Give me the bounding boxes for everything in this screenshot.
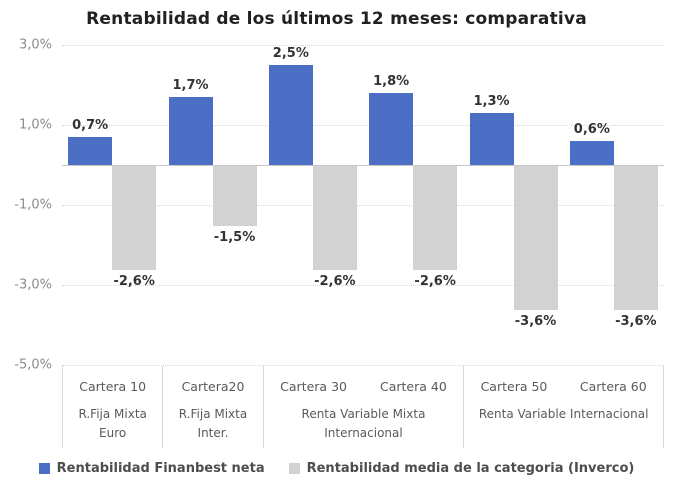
category-group-label: Renta Variable Internacional (478, 407, 649, 421)
category-name-row (163, 379, 262, 394)
bar-finanbest (470, 113, 514, 165)
bar-inverco (413, 166, 457, 270)
legend-label-finanbest: Rentabilidad Finanbest neta (56, 461, 265, 476)
bar-value-label: -2,6% (314, 274, 356, 289)
legend-item-inverco (289, 461, 635, 476)
legend-label-inverco: Rentabilidad media de la categoria (Inverco) (306, 461, 635, 476)
gridline (62, 45, 664, 46)
category-label: Cartera 40 (380, 379, 447, 394)
bar-finanbest (68, 137, 112, 165)
category-label: Cartera 50 (480, 379, 548, 394)
category-label: Cartera 60 (579, 379, 647, 394)
category-cell (263, 366, 464, 448)
category-label: Cartera 10 (79, 379, 147, 394)
y-axis-tick-label: -5,0% (14, 357, 52, 373)
bar-inverco (514, 166, 558, 310)
bar-inverco (614, 166, 658, 310)
bar-value-label: -2,6% (414, 274, 456, 289)
legend-item-finanbest (39, 461, 265, 476)
category-name-row (464, 379, 663, 394)
bar-inverco (112, 166, 156, 270)
bar-inverco (213, 166, 257, 226)
category-group-label: R.Fija Mixta Inter. (178, 407, 248, 440)
y-axis-tick-label: -1,0% (14, 197, 52, 213)
bar-value-label: 1,3% (473, 94, 510, 109)
bar-value-label: -3,6% (615, 314, 657, 329)
bar-finanbest (169, 97, 213, 165)
bar-value-label: 1,8% (373, 74, 410, 89)
bar-value-label: 0,7% (72, 118, 109, 133)
chart-title: Rentabilidad de los últimos 12 meses: comparativa (86, 9, 587, 29)
y-axis-tick-label: 1,0% (18, 117, 52, 133)
bar-value-label: -2,6% (113, 274, 155, 289)
legend-swatch-gray-icon (289, 463, 300, 474)
category-label: Cartera20 (181, 379, 245, 394)
legend-swatch-blue-icon (39, 463, 50, 474)
y-axis-tick-label: 3,0% (18, 37, 52, 53)
category-name-row (63, 379, 162, 394)
category-cell (162, 366, 262, 448)
legend (0, 461, 673, 476)
category-cell (463, 366, 664, 448)
bar-value-label: 2,5% (272, 46, 309, 61)
bar-value-label: 1,7% (172, 78, 209, 93)
bar-finanbest (369, 93, 413, 165)
category-label: Cartera 30 (280, 379, 347, 394)
category-axis-table (62, 366, 664, 448)
category-group-label: Renta Variable Mixta Internacional (301, 407, 426, 440)
y-axis-tick-label: -3,0% (14, 277, 52, 293)
category-name-row (264, 379, 464, 394)
bar-value-label: -3,6% (514, 314, 557, 329)
category-group-label: R.Fija Mixta Euro (78, 407, 147, 440)
bar-inverco (313, 166, 357, 270)
bar-finanbest (570, 141, 614, 165)
category-cell (62, 366, 162, 448)
bar-finanbest (269, 65, 313, 165)
bar-value-label: -1,5% (213, 230, 256, 245)
bar-value-label: 0,6% (573, 122, 610, 137)
